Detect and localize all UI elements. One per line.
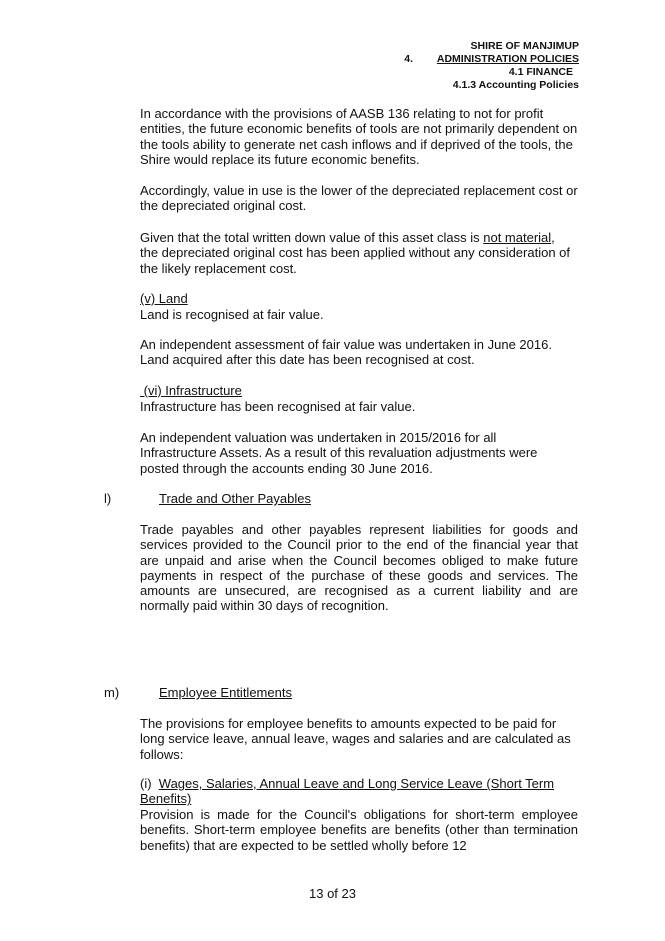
subsection-title: Wages, Salaries, Annual Leave and Long Service Leave (Short Term Benefits)	[140, 776, 555, 807]
section-m-subsection-text: Provision is made for the Council's obligations for short-term employee benefits. Short-term employee benefits are benefits (other than termination benefits) that are expected to be settled wholly before 12	[140, 807, 578, 853]
section-m-title: Employee Entitlements	[159, 685, 292, 700]
section-m-subsection-heading	[140, 776, 580, 807]
subsection-prefix: (i)	[140, 776, 159, 791]
paragraph-text-post: , the depreciated original cost has been applied without any consideration of the likely replacement cost.	[140, 230, 571, 276]
section-m-label: m)	[104, 685, 120, 700]
header-org: SHIRE OF MANJIMUP	[470, 40, 579, 52]
infrastructure-valuation-paragraph: An independent valuation was undertaken in 2015/2016 for all Infrastructure Assets. As a result of this revaluation adjustments were posted through the accounts ending 30 June 2016.	[140, 430, 538, 476]
underlined-phrase: not material	[483, 230, 552, 245]
paragraph-value-in-use: Accordingly, value in use is the lower of the depreciated replacement cost or the depreciated original cost.	[140, 183, 578, 214]
header-sub-subsection: 4.1.3 Accounting Policies	[452, 79, 579, 91]
infrastructure-text: Infrastructure has been recognised at fair value.	[140, 399, 416, 414]
paragraph-written-down-value	[140, 230, 572, 276]
header-section-number: 4.	[404, 53, 413, 65]
land-text: Land is recognised at fair value.	[140, 307, 324, 322]
header-section-title: ADMINISTRATION POLICIES	[436, 53, 579, 65]
header-subsection: 4.1 FINANCE	[508, 66, 573, 78]
section-m-intro: The provisions for employee benefits to amounts expected to be paid for long service leave, annual leave, wages and salaries and are calculated as follows:	[140, 716, 571, 762]
section-l-label: l)	[104, 491, 112, 506]
page-number: 13 of 23	[309, 886, 356, 901]
section-l-title: Trade and Other Payables	[159, 491, 311, 506]
infrastructure-heading: (vi) Infrastructure	[140, 383, 242, 398]
header-section	[404, 53, 579, 66]
paragraph-text-pre: Given that the total written down value of this asset class is	[140, 230, 484, 245]
land-assessment-paragraph: An independent assessment of fair value was undertaken in June 2016. Land acquired after this date has been recognised at cost.	[140, 337, 552, 368]
section-l-paragraph: Trade payables and other payables represent liabilities for goods and services provided to the Council prior to the end of the financial year that are unpaid and arise when the Council becomes obliged to make future payments in respect of the purchase of these goods and services. The amounts are unsecured, are recognised as a current liability and are normally paid within 30 days of recognition.	[140, 522, 578, 614]
land-heading: (v) Land	[140, 291, 188, 306]
paragraph-aasb136: In accordance with the provisions of AASB 136 relating to not for profit entities, the future economic benefits of tools are not primarily dependent on the tools ability to generate net cash inflows and if deprived of the tools, the Shire would replace its future economic benefits.	[140, 106, 578, 167]
